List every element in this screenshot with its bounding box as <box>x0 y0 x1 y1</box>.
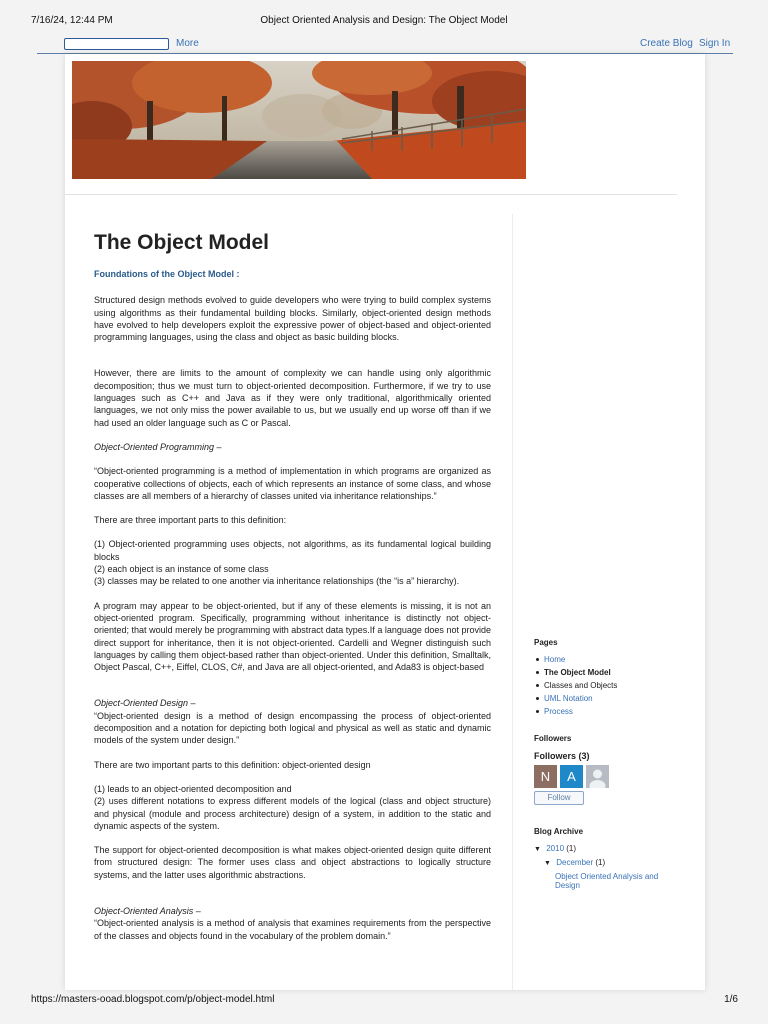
header-banner-image <box>72 61 526 179</box>
archive-year-count: (1) <box>566 844 577 853</box>
paragraph: However, there are limits to the amount of complexity we can handle using only algorithmic decomposition; thus we must turn to object-oriented decomposition. Furthermore, if we try to use languages such as C++ and Java as if they were only traditional, algorithmically oriented languages, we not only miss the power available to us, but we usually end up worse off than if we had used an older language such as C or Pascal. <box>94 368 491 428</box>
paragraph: There are three important parts to this definition: <box>94 515 287 526</box>
blogger-navbar <box>37 33 733 54</box>
autumn-road-illustration <box>72 61 526 179</box>
avatar[interactable] <box>586 765 609 788</box>
page-link-object-model[interactable]: The Object Model <box>534 668 684 677</box>
create-blog-link[interactable]: Create Blog <box>640 38 693 49</box>
paragraph: A program may appear to be object-oriented, but if any of these elements is missing, it is not an object-oriented program. Specifically, programming without inheritance is distinctly not object-oriented; that would merely be programming with abstract data types.If a language does not provide direct support for inheritance, then it is not object-oriented. Cardelli and Wegner distinguish such languages by calling them object-based rather than object-oriented. Under this definition, Smalltalk, Object Pascal, C++, Eiffel, CLOS, C#, and Java are all object-oriented, and Ada83 is object-based <box>94 600 491 673</box>
follower-avatars <box>534 765 684 788</box>
ooa-block <box>94 905 491 942</box>
oop-part-2: (2) each object is an instance of some class <box>94 564 269 575</box>
archive-month-row[interactable] <box>534 858 684 867</box>
post-body <box>94 230 491 954</box>
pages-heading: Pages <box>534 638 558 647</box>
pages-list <box>534 655 684 716</box>
page-link-classes-objects[interactable]: Classes and Objects <box>534 681 684 690</box>
triangle-down-icon[interactable]: ▼ <box>544 860 551 867</box>
column-divider <box>512 214 513 990</box>
archive-month-link[interactable]: December <box>556 858 594 867</box>
blog-archive-heading: Blog Archive <box>534 827 584 836</box>
oop-part-3: (3) classes may be related to one another via inheritance relationships (the “is a” hierarchy). <box>94 576 460 587</box>
archive-month-count: (1) <box>595 858 606 867</box>
ood-part-2: (2) uses different notations to express different models of the logical (class and object structure) and physical (module and process architecture) design of a system, in addition to the static and dynamic aspects of the system. <box>94 796 491 831</box>
header-divider <box>65 194 677 195</box>
navbar-more-link[interactable]: More <box>176 38 199 49</box>
followers-count: Followers (3) <box>534 751 590 761</box>
archive-post-link[interactable]: Object Oriented Analysis and Design <box>555 872 659 890</box>
oop-part-1: (1) Object-oriented programming uses objects, not algorithms, as its fundamental logical building blocks <box>94 539 491 562</box>
section-heading-ood: Object-Oriented Design – <box>94 698 196 709</box>
archive-year-row[interactable] <box>534 844 684 853</box>
archive-post-row[interactable] <box>534 872 675 890</box>
oop-parts-list <box>94 538 491 587</box>
ood-block <box>94 697 491 746</box>
print-page-title: Object Oriented Analysis and Design: The Object Model <box>260 15 508 26</box>
print-datetime: 7/16/24, 12:44 PM <box>31 15 113 26</box>
followers-heading: Followers <box>534 734 572 743</box>
page-link-home[interactable]: Home <box>534 655 684 664</box>
sign-in-link[interactable]: Sign In <box>699 38 731 49</box>
paragraph: The support for object-oriented decomposition is what makes object-oriented design quite different from structured design: The former uses class and object abstractions to logically structure systems, and the latter uses algorithmic abstractions. <box>94 845 491 880</box>
print-page-count: 1/6 <box>724 994 738 1005</box>
page-link-process[interactable]: Process <box>534 707 684 716</box>
ooa-definition-quote: “Object-oriented analysis is a method of analysis that examines requirements from the perspective of the classes and objects found in the vocabulary of the problem domain.” <box>94 918 491 941</box>
blog-archive <box>534 844 684 890</box>
default-user-icon <box>586 765 609 788</box>
print-url: https://masters-ooad.blogspot.com/p/object-model.html <box>31 994 275 1005</box>
navbar-search-input[interactable] <box>64 38 169 50</box>
ood-part-1: (1) leads to an object-oriented decomposition and <box>94 783 292 794</box>
ood-definition-quote: “Object-oriented design is a method of design encompassing the process of object-oriented decomposition and a notation for depicting both logical and physical as well as static and dynamic models of the system under design.” <box>94 710 491 746</box>
section-heading-ooa: Object-Oriented Analysis – <box>94 905 201 916</box>
post-subtitle: Foundations of the Object Model : <box>94 269 240 279</box>
page-link-uml-notation[interactable]: UML Notation <box>534 694 684 703</box>
paragraph: There are two important parts to this definition: object-oriented design <box>94 759 371 770</box>
triangle-down-icon[interactable]: ▼ <box>534 846 541 853</box>
blog-page <box>65 54 705 990</box>
oop-definition-quote: “Object-oriented programming is a method of implementation in which programs are organized as cooperative collections of objects, each of which represents an instance of some class, and whose classes are all members of a hierarchy of classes united via inheritance relationships.” <box>94 466 491 501</box>
sidebar <box>534 638 684 895</box>
follow-button[interactable]: Follow <box>534 791 584 805</box>
ood-parts-list <box>94 783 491 832</box>
avatar[interactable]: A <box>560 765 583 788</box>
avatar[interactable]: N <box>534 765 557 788</box>
paragraph: Structured design methods evolved to guide developers who were trying to build complex systems using algorithms as their fundamental building blocks. Similarly, object-oriented design methods have evolved to help developers exploit the expressive power of object-based and object-oriented programming languages, using the class and object as basic building blocks. <box>94 295 491 343</box>
section-heading-oop: Object-Oriented Programming – <box>94 441 222 452</box>
post-title: The Object Model <box>94 231 270 254</box>
archive-year-link[interactable]: 2010 <box>546 844 565 853</box>
